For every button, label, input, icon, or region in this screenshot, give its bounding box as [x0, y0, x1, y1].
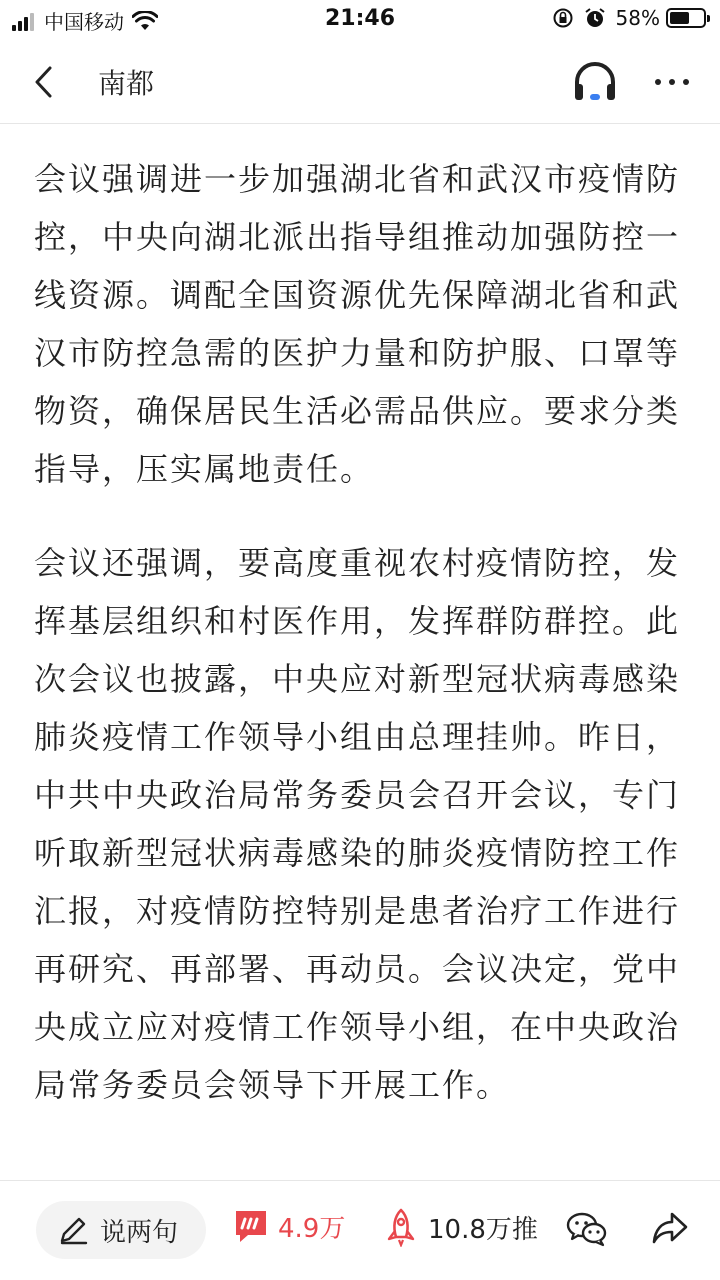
battery-icon: [666, 8, 706, 28]
rotation-lock-icon: [552, 7, 574, 29]
page-title: 南都: [98, 67, 155, 100]
push-button[interactable]: [382, 1207, 538, 1247]
back-icon[interactable]: [30, 64, 58, 100]
comment-label: 说两句: [100, 1217, 179, 1248]
article-body: [34, 150, 694, 1150]
hot-count: 4.9万: [278, 1213, 346, 1244]
article-paragraph: 会议强调进一步加强湖北省和武汉市疫情防控，中央向湖北派出指导组推动加强防控一线资源。调配全国资源优先保障湖北省和武汉市防控急需的医护力量和防护服、口罩等物资，确保居民生活必需品供应。要求分类指导，压实属地责任。: [34, 160, 681, 488]
rocket-icon: [382, 1207, 420, 1247]
status-right: [552, 6, 706, 30]
hot-icon: [232, 1207, 270, 1245]
wechat-icon[interactable]: [566, 1211, 608, 1247]
carrier-name: 中国移动: [44, 10, 124, 34]
battery-percent: 58%: [615, 6, 660, 30]
push-count: 10.8万推: [428, 1214, 538, 1245]
share-icon[interactable]: [650, 1209, 690, 1247]
more-icon[interactable]: [652, 64, 692, 100]
pen-icon: [56, 1213, 90, 1247]
status-time: 21:46: [324, 6, 396, 31]
article-paragraph: 会议还强调，要高度重视农村疫情防控，发挥基层组织和村医作用，发挥群防群控。此次会议也披露，中央应对新型冠状病毒感染肺炎疫情工作领导小组由总理挂帅。昨日，中共中央政治局常务委员会召开会议，专门听取新型冠状病毒感染的肺炎疫情防控工作汇报，对疫情防控特别是患者治疗工作进行再研究、再部署、再动员。会议决定，党中央成立应对疫情工作领导小组，在中央政治局常务委员会领导下开展工作。: [34, 544, 681, 1104]
nav-bar: [0, 40, 720, 124]
status-bar: [0, 0, 720, 40]
headphone-icon[interactable]: [572, 60, 618, 104]
hot-comments-button[interactable]: [232, 1207, 345, 1245]
bottom-action-bar: [0, 1180, 720, 1280]
alarm-icon: [584, 7, 606, 29]
comment-button[interactable]: [36, 1201, 206, 1259]
